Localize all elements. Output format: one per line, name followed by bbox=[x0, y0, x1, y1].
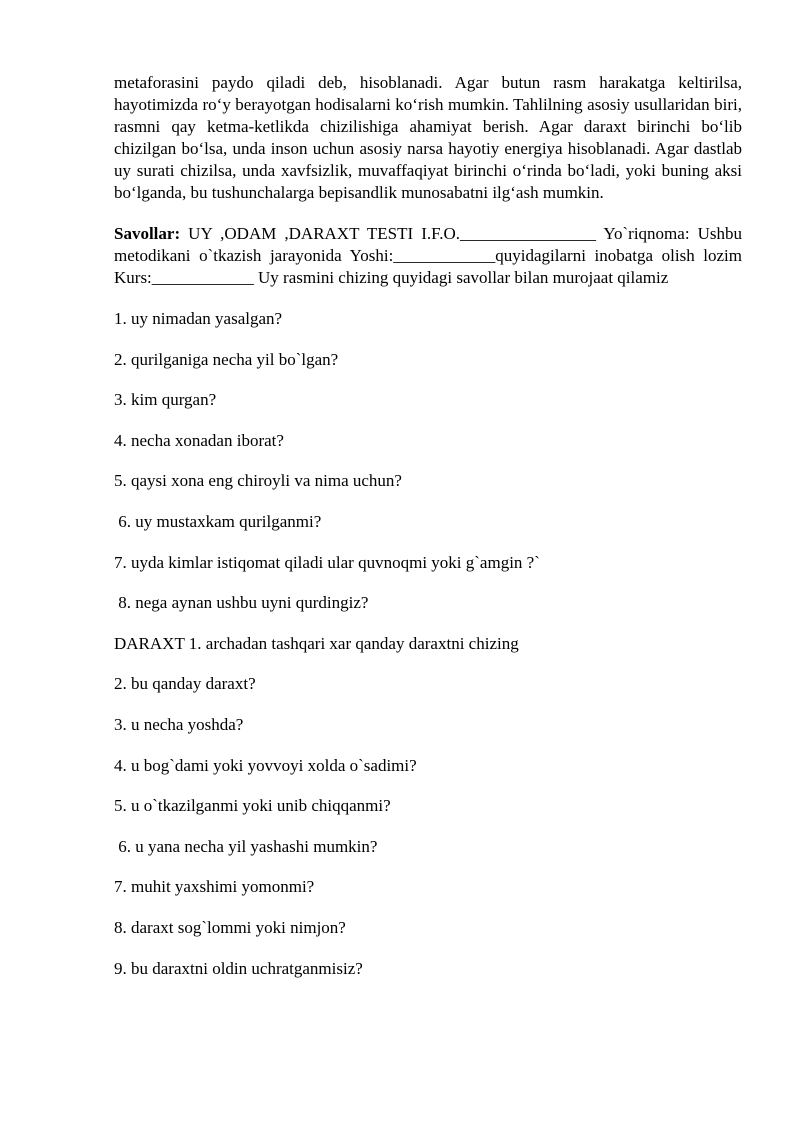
list-item: 2. bu qanday daraxt? bbox=[114, 674, 256, 694]
list-item: 5. u o`tkazilganmi yoki unib chiqqanmi? bbox=[114, 796, 391, 816]
list-item: 7. uyda kimlar istiqomat qiladi ular quvnoqmi yoki g`amgin ?` bbox=[114, 552, 540, 572]
list-item: 3. u necha yoshda? bbox=[114, 714, 244, 734]
intro-paragraph: metaforasini paydo qiladi deb, hisoblanadi. Agar butun rasm harakatga keltirilsa, hayotimizda ro‘y berayotgan hodisalarni ko‘rish mumkin. Tahlilning asosiy usullaridan biri, rasmni qay ketma-ketlikda chizilishiga ahamiyat berish. Agar daraxt birinchi bo‘lib chizilgan bo‘lsa, unda inson uchun asosiy narsa hayotiy energiya hisoblanadi. Agar dastlab uy surati chizilsa, unda xavfsizlik, muvaffaqiyat birinchi o‘rinda bo‘ladi, yoki buning aksi bo‘lganda, bu tushunchalarga bepisandlik munosabatni ilg‘ash mumkin. bbox=[114, 73, 742, 202]
list-item: 5. qaysi xona eng chiroyli va nima uchun? bbox=[114, 471, 402, 491]
house-questions-list bbox=[114, 308, 742, 633]
list-item: 3. kim qurgan? bbox=[114, 390, 217, 410]
list-item: 8. daraxt sog`lommi yoki nimjon? bbox=[114, 917, 346, 937]
list-item: DARAXT 1. archadan tashqari xar qanday daraxtni chizing bbox=[114, 633, 519, 653]
questions-heading: Savollar: bbox=[114, 224, 181, 243]
list-item: 4. u bog`dami yoki yovvoyi xolda o`sadimi? bbox=[114, 755, 417, 775]
list-item: 7. muhit yaxshimi yomonmi? bbox=[114, 877, 315, 897]
list-item: 9. bu daraxtni oldin uchratganmisiz? bbox=[114, 958, 363, 978]
list-item: 4. necha xonadan iborat? bbox=[114, 430, 284, 450]
questions-intro-text: UY ,ODAM ,DARAXT TESTI I.F.O.________________ Yo`riqnoma: Ushbu metodikani o`tkazish jarayonida Yoshi:____________quyidagilarni inobatga olish lozim Kurs:____________ Uy rasmini chizing quyidagi savollar bilan murojaat qilamiz bbox=[114, 224, 742, 287]
list-item: 1. uy nimadan yasalgan? bbox=[114, 309, 283, 328]
questions-intro-paragraph bbox=[114, 223, 742, 289]
list-item: 2. qurilganiga necha yil bo`lgan? bbox=[114, 349, 339, 369]
list-item: 6. uy mustaxkam qurilganmi? bbox=[114, 511, 322, 531]
list-item: 6. u yana necha yil yashashi mumkin? bbox=[114, 836, 378, 856]
tree-questions-list bbox=[114, 633, 742, 980]
list-item: 8. nega aynan ushbu uyni qurdingiz? bbox=[114, 593, 369, 613]
document-page bbox=[114, 72, 742, 980]
